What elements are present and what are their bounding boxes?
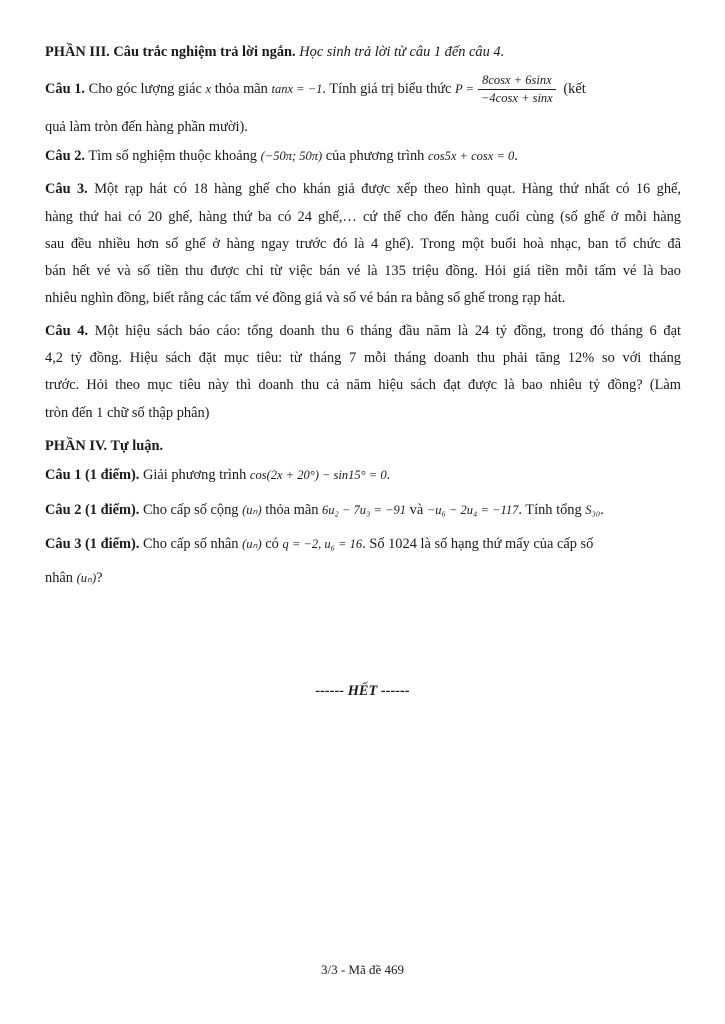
q1-text-e: quả làm tròn đến hàng phần mười). bbox=[45, 119, 248, 135]
e2-text-e: . bbox=[600, 502, 604, 518]
essay-question-3-cont bbox=[45, 564, 681, 593]
q2-text-a: Tìm số nghiệm thuộc khoảng bbox=[88, 148, 257, 164]
e1-equation: cos(2x + 20°) − sin15° = 0 bbox=[249, 468, 387, 482]
q4-line4: tròn đến 1 chữ số thập phân) bbox=[45, 405, 210, 421]
q4-line2: 4,2 tỷ đồng. Hiệu sách đặt mục tiêu: từ tháng 7 mỗi tháng doanh thu phải tăng 12% so với tháng bbox=[45, 350, 681, 366]
e3-text-e: ? bbox=[96, 570, 103, 586]
q2-equation: cos5x + cosx = 0 bbox=[427, 149, 515, 163]
q1-var-x: x bbox=[205, 82, 212, 96]
question-4-line-3 bbox=[45, 371, 681, 400]
q1-condition: tanx = −1 bbox=[271, 82, 323, 96]
e1-text-a: Giải phương trình bbox=[142, 467, 247, 483]
e3-text-c: . Số 1024 là số hạng thứ mấy của cấp số bbox=[362, 536, 594, 552]
essay-question-2 bbox=[45, 496, 681, 525]
part4-header bbox=[45, 432, 681, 461]
q1-lhs: P = bbox=[455, 82, 474, 96]
e3-text-d: nhân bbox=[45, 570, 73, 586]
q1-text-a: Cho góc lượng giác bbox=[88, 81, 202, 97]
q2-text-b: của phương trình bbox=[325, 148, 425, 164]
q3-label: Câu 3. bbox=[45, 181, 88, 197]
question-4-line-1 bbox=[45, 317, 681, 346]
q1-numerator: 8cosx + 6sinx bbox=[478, 72, 556, 90]
q2-label: Câu 2. bbox=[45, 148, 85, 164]
question-4-line-4 bbox=[45, 399, 681, 428]
part4-title: PHẦN IV. Tự luận. bbox=[45, 438, 164, 454]
question-3-line-1 bbox=[45, 175, 681, 204]
e2-text-d: . Tính tổng bbox=[518, 502, 582, 518]
q4-line3: trước. Hỏi theo mục tiêu này thì doanh thu cả năm hiệu sách đạt được là bao nhiêu tỷ đồng? (Làm bbox=[45, 377, 681, 393]
essay-question-1 bbox=[45, 461, 681, 490]
e3-sequence: (uₙ) bbox=[242, 537, 262, 551]
e3-text-a: Cho cấp số nhân bbox=[142, 536, 239, 552]
essay-question-3 bbox=[45, 530, 681, 559]
e3-condition: q = −2, u₆ = 16 bbox=[282, 537, 363, 551]
q1-text-c: . Tính giá trị biểu thức bbox=[322, 81, 452, 97]
e2-label: Câu 2 (1 điểm). bbox=[45, 502, 140, 518]
e2-equation-2: −u₆ − 2u₄ = −117 bbox=[426, 503, 519, 517]
q3-line4: bán hết vé và số tiền thu được chỉ từ việc bán vé là 135 triệu đồng. Hỏi giá tiền mỗi tấm vé là bao bbox=[45, 263, 681, 279]
q1-text-d: (kết bbox=[563, 81, 586, 97]
e2-sequence: (uₙ) bbox=[242, 503, 262, 517]
question-3-line-3 bbox=[45, 230, 681, 259]
q3-line5: nhiêu nghìn đồng, biết rằng các tấm vé đồng giá và số vé bán ra bằng số ghế trong rạp hát. bbox=[45, 290, 566, 306]
q1-fraction bbox=[478, 72, 556, 107]
e1-label: Câu 1 (1 điểm). bbox=[45, 467, 140, 483]
question-2 bbox=[45, 142, 681, 171]
question-1-cont bbox=[45, 113, 681, 142]
q1-denominator: −4cosx + sinx bbox=[481, 91, 553, 106]
question-4-line-2 bbox=[45, 344, 681, 373]
q1-label: Câu 1. bbox=[45, 81, 85, 97]
part3-title: PHẦN III. Câu trắc nghiệm trả lời ngắn. bbox=[45, 44, 296, 60]
page-footer: 3/3 - Mã đề 469 bbox=[320, 962, 405, 977]
q2-text-c: . bbox=[514, 148, 518, 164]
q2-interval: (−50π; 50π) bbox=[260, 149, 323, 163]
e3-text-b: có bbox=[265, 536, 279, 552]
e2-equation-1: 6u₂ − 7u₃ = −91 bbox=[322, 503, 407, 517]
question-3-line-2 bbox=[45, 203, 681, 232]
e1-text-b: . bbox=[386, 467, 391, 483]
e2-text-c: và bbox=[409, 502, 424, 518]
q3-line3: sau đều nhiều hơn số ghế ở hàng ngay trước đó là 4 ghế). Trong một buổi hoà nhạc, ban tổ chức đã bbox=[45, 236, 681, 252]
question-1 bbox=[45, 72, 681, 107]
e2-text-a: Cho cấp số cộng bbox=[142, 502, 239, 518]
question-3-line-4 bbox=[45, 257, 681, 286]
question-3-line-5 bbox=[45, 284, 681, 313]
q1-text-b: thỏa mãn bbox=[214, 81, 268, 97]
part3-instruction: Học sinh trả lời từ câu 1 đến câu 4. bbox=[299, 44, 505, 60]
q3-line2: hàng thứ hai có 20 ghế, hàng thứ ba có 24 ghế,… cứ thế cho đến hàng cuối cùng (số ghế ở mỗi hàng bbox=[45, 209, 681, 225]
e2-sum: S₃₀ bbox=[585, 503, 601, 517]
e3-label: Câu 3 (1 điểm). bbox=[45, 536, 140, 552]
end-mark: ------ HẾT ------ bbox=[315, 683, 410, 699]
e2-text-b: thỏa mãn bbox=[265, 502, 319, 518]
q3-line1: Một rạp hát có 18 hàng ghế cho khán giả được xếp theo hình quạt. Hàng thứ nhất có 16 ghế, bbox=[94, 181, 682, 197]
q4-label: Câu 4. bbox=[45, 323, 89, 339]
e3-sequence-2: (uₙ) bbox=[76, 571, 97, 585]
part3-header bbox=[45, 38, 681, 67]
q4-line1: Một hiệu sách báo cáo: tổng doanh thu 6 tháng đầu năm là 24 tỷ đồng, trong đó tháng 6 đạt bbox=[94, 323, 682, 339]
